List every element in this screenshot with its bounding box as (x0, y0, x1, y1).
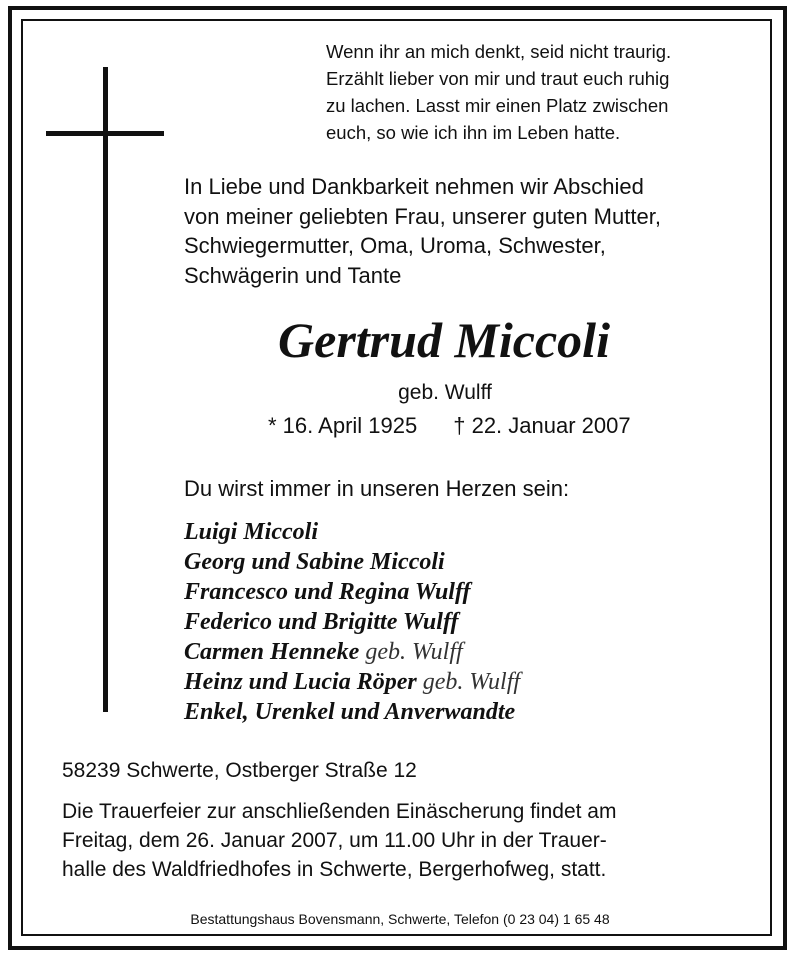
service-info (62, 797, 616, 884)
intro-line: In Liebe und Dankbarkeit nehmen wir Abschied (184, 174, 644, 199)
mourner-birth-name: geb. Wulff (365, 639, 463, 665)
poem-line: Wenn ihr an mich denkt, seid nicht traurig. (326, 41, 672, 62)
poem-line: euch, so wie ich ihn im Leben hatte. (326, 122, 621, 143)
intro-line: Schwiegermutter, Oma, Uroma, Schwester, (184, 233, 606, 258)
mourner-item: Luigi Miccoli (184, 519, 318, 545)
intro-text (184, 172, 661, 290)
service-line: Freitag, dem 26. Januar 2007, um 11.00 Uhr in der Trauer- (62, 829, 607, 852)
mourner-item: Carmen Henneke geb. Wulff (184, 639, 463, 665)
mourner-birth-name: geb. Wulff (422, 669, 521, 695)
deceased-name-wrap (184, 308, 774, 372)
mourner-item: Enkel, Urenkel und Anverwandte (184, 699, 516, 725)
poem (326, 38, 766, 146)
mourner-item: Georg und Sabine Miccoli (184, 549, 445, 575)
death-date: † 22. Januar 2007 (453, 413, 631, 438)
poem-line: zu lachen. Lasst mir einen Platz zwischen (326, 95, 669, 116)
address: 58239 Schwerte, Ostberger Straße 12 (62, 759, 417, 782)
mourner-item: Francesco und Regina Wulff (184, 579, 471, 605)
mourner-item: Federico und Brigitte Wulff (184, 609, 459, 635)
life-dates (268, 411, 631, 441)
birth-date: * 16. April 1925 (268, 413, 418, 438)
deceased-name: Gertrud Miccoli (278, 312, 610, 368)
service-line: halle des Waldfriedhofes in Schwerte, Bergerhofweg, statt. (62, 858, 607, 881)
birth-name: geb. Wulff (398, 381, 492, 404)
saying: Du wirst immer in unseren Herzen sein: (184, 476, 570, 501)
mourner-item: Heinz und Lucia Röper geb. Wulff (184, 669, 521, 695)
intro-line: Schwägerin und Tante (184, 262, 402, 288)
intro-line: von meiner geliebten Frau, unserer guten Mutter, (184, 203, 661, 229)
mourners-list (184, 517, 520, 727)
poem-line: Erzählt lieber von mir und traut euch ruhig (326, 68, 670, 89)
undertaker-info: Bestattungshaus Bovensmann, Schwerte, Telefon (0 23 04) 1 65 48 (190, 911, 610, 927)
service-line: Die Trauerfeier zur anschließenden Einäscherung findet am (62, 800, 617, 823)
cross-icon-horizontal (46, 131, 164, 136)
